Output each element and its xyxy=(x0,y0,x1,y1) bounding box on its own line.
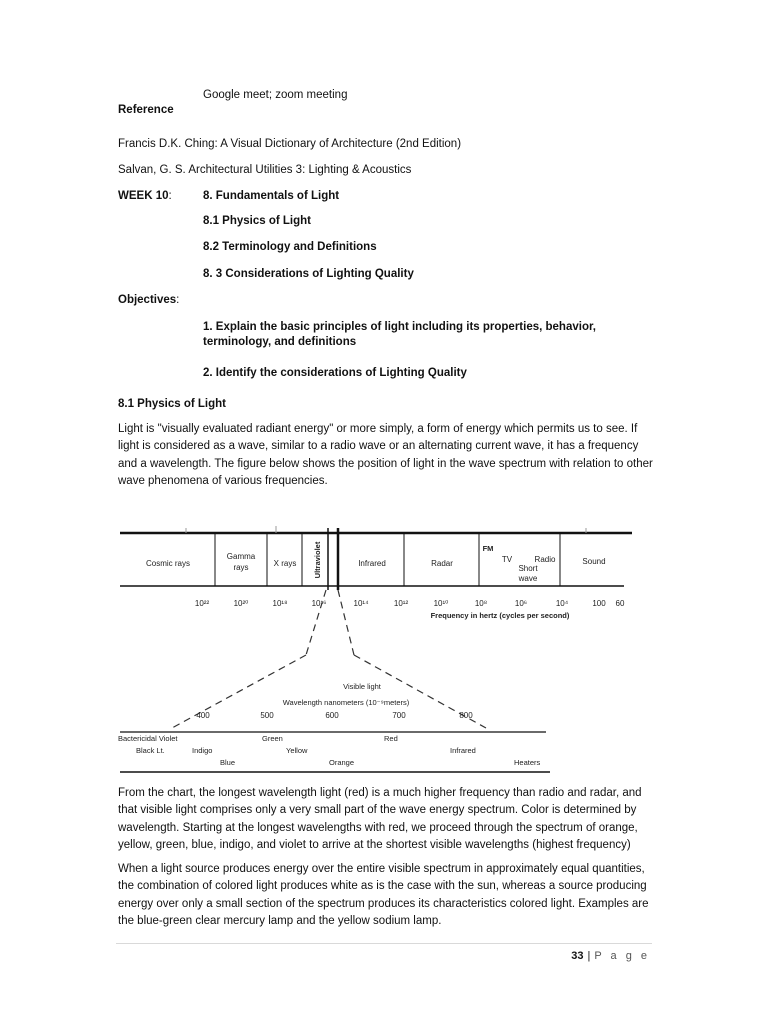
week-topic: 8. Fundamentals of Light xyxy=(203,190,340,202)
page-word: P a g e xyxy=(594,950,650,962)
color-label: Black Lt. xyxy=(136,746,165,755)
visible-light-title: Visible light xyxy=(343,682,381,691)
week-label-text: WEEK 10 xyxy=(118,190,169,202)
week-label xyxy=(118,190,172,202)
band-label-gamma: Gamma xyxy=(226,552,256,561)
freq-tick: 10⁶ xyxy=(514,599,528,608)
band-label-ultraviolet: Ultraviolet xyxy=(313,541,322,579)
wavelength-tick: 400 xyxy=(196,711,210,720)
funnel-line-right xyxy=(338,590,354,655)
color-label: Blue xyxy=(220,758,236,767)
color-label: Indigo xyxy=(192,746,213,755)
week-topic: 8.1 Physics of Light xyxy=(203,215,311,227)
objective-item xyxy=(203,367,467,379)
freq-tick: 10²² xyxy=(194,599,210,608)
frequency-caption: Frequency in hertz (cycles per second) xyxy=(430,611,570,620)
band-label-radar: Radar xyxy=(431,559,453,568)
freq-tick: 100 xyxy=(592,599,606,608)
band-label-fm: FM xyxy=(482,544,494,553)
band-label-gamma-rays: rays xyxy=(233,563,249,572)
freq-tick: 10⁴ xyxy=(555,599,569,608)
page-separator: | xyxy=(587,950,591,962)
freq-tick: 10²⁰ xyxy=(233,599,249,608)
color-label: Orange xyxy=(329,758,355,767)
objectives-heading xyxy=(118,294,179,306)
objective-number: 1 xyxy=(203,321,210,333)
band-label-radio: Radio xyxy=(534,555,556,564)
funnel-line-left-lower xyxy=(172,655,306,728)
objectives-colon: : xyxy=(176,294,180,306)
objective-text: . Identify the considerations of Lighting Quality xyxy=(209,367,467,379)
meeting-platforms: Google meet; zoom meeting xyxy=(203,89,348,101)
objective-item xyxy=(203,320,643,350)
week-topic: 8.2 Terminology and Definitions xyxy=(203,241,377,253)
band-label-wave: wave xyxy=(518,574,538,583)
week-colon: : xyxy=(168,190,172,202)
color-label: Bactericidal Violet xyxy=(118,734,178,743)
reference-item: Salvan, G. S. Architectural Utilities 3: Lighting & Acoustics xyxy=(118,164,412,176)
freq-tick: 10¹⁸ xyxy=(272,599,288,608)
objective-text: . Explain the basic principles of light including its properties, behavior, terminology, and definitions xyxy=(203,321,597,348)
wavelength-tick: 500 xyxy=(260,711,274,720)
freq-tick: 10¹⁴ xyxy=(353,599,369,608)
reference-item: Francis D.K. Ching: A Visual Dictionary of Architecture (2nd Edition) xyxy=(118,138,462,150)
wavelength-tick: 700 xyxy=(392,711,406,720)
reference-heading: Reference xyxy=(118,104,174,116)
wavelength-tick: 600 xyxy=(325,711,339,720)
wave-spectrum-figure xyxy=(116,500,636,780)
band-label-infrared: Infrared xyxy=(358,559,386,568)
footer-rule xyxy=(116,943,652,944)
section-title: 8.1 Physics of Light xyxy=(118,398,226,410)
color-label: Red xyxy=(384,734,398,743)
body-paragraph: Light is "visually evaluated radiant energy" or more simply, a form of energy which permits us to see. If light is considered as a wave, similar to a radio wave or an alternating current wave, it has a frequency and a wavelength. The figure below shows the position of light in the wave spectrum with relation to other wave phenomena of various frequencies. xyxy=(118,423,653,488)
freq-tick: 10¹⁰ xyxy=(433,599,449,608)
objectives-heading-text: Objectives xyxy=(118,294,177,306)
page-number: 33 xyxy=(571,950,584,962)
freq-tick: 10¹² xyxy=(393,599,409,608)
freq-tick: 60 xyxy=(615,599,625,608)
band-label-tv: TV xyxy=(501,555,513,564)
wavelength-tick: 800 xyxy=(459,711,473,720)
color-label: Infrared xyxy=(450,746,476,755)
body-paragraph: When a light source produces energy over the entire visible spectrum in approximately equal quantities, the combination of colored light produces white as is the case with the sun, whereas a source producing energy over only a small section of the spectrum produces its characteristics colored light. Examples are the blue-green clear mercury lamp and the yellow sodium lamp. xyxy=(118,863,649,928)
color-label: Yellow xyxy=(286,746,308,755)
objective-number: 2 xyxy=(203,367,210,379)
band-label-x-rays: X rays xyxy=(273,559,297,568)
body-paragraph: From the chart, the longest wavelength light (red) is a much higher frequency than radio and radar, and that visible light comprises only a very small part of the wave energy spectrum. Color is determined by wavelength. Starting at the longest wavelengths with red, we proceed through the spectrum of orange, yellow, green, blue, indigo, and violet to arrive at the shortest visible wavelengths (highest frequency) xyxy=(118,787,642,852)
freq-tick: 10⁸ xyxy=(474,599,488,608)
week-topic: 8. 3 Considerations of Lighting Quality xyxy=(203,268,414,280)
band-label-short: Short xyxy=(518,564,538,573)
page-footer xyxy=(571,950,650,962)
color-label: Heaters xyxy=(514,758,541,767)
band-label-sound: Sound xyxy=(582,557,606,566)
freq-tick: 10¹⁶ xyxy=(311,599,327,608)
wavelength-caption: Wavelength nanometers (10⁻⁹meters) xyxy=(282,698,410,707)
color-label: Green xyxy=(262,734,283,743)
band-label-cosmic-rays: Cosmic rays xyxy=(145,559,191,568)
